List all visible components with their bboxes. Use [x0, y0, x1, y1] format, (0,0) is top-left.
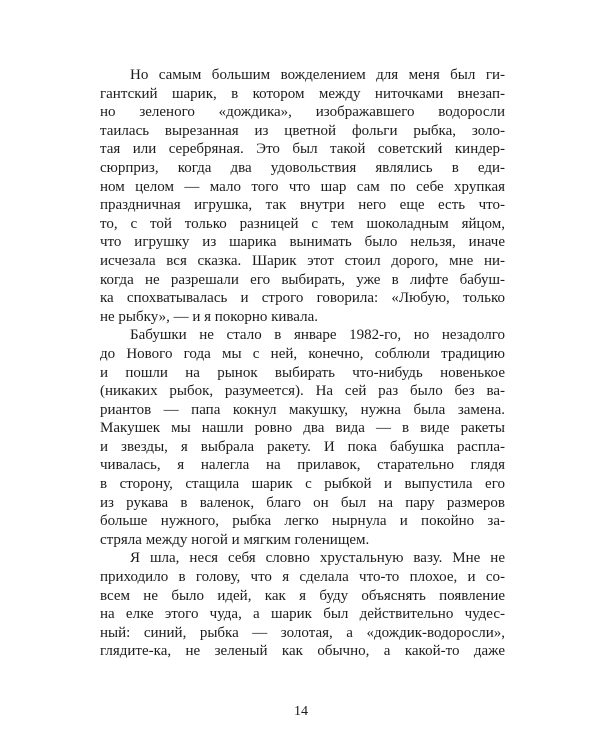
text-line: (никаких рыбок, разумеется). На сей раз было без ва-	[100, 383, 505, 400]
text-line: Я шла, неся себя словно хрустальную вазу. Мне не	[130, 550, 505, 567]
text-line: Но самым большим вожделением для меня был ги-	[130, 67, 505, 83]
text-line: стряла между ногой и мягким голенищем.	[100, 531, 370, 548]
text-line: больше нужного, рыбка легко нырнула и покойно за-	[100, 513, 505, 530]
text-line: и звезды, я выбрала ракету. И пока бабушка распла-	[100, 438, 505, 455]
text-line: на елке этого чуда, а шарик был действительно чудес-	[100, 606, 505, 623]
text-line: ном целом — мало того что шар сам по себе хрупкая	[100, 178, 505, 195]
text-line: но зеленого «дождика», изображавшего водоросли	[100, 104, 505, 121]
text-line: и пошли на рынок выбирать что-нибудь новенькое	[100, 364, 505, 381]
text-line: то, с той только разницей с тем шоколадным яйцом,	[100, 215, 505, 232]
text-line: Макушек мы нашли ровно два вида — в виде ракеты	[100, 420, 505, 437]
text-line: всем не было идей, как я буду объяснять появление	[100, 587, 505, 604]
text-line: в сторону, стащила шарик с рыбкой и выпустила его	[100, 476, 505, 493]
text-line: приходило в голову, что я сделала что-то плохое, и со-	[100, 569, 505, 586]
text-line: исчезала вся сказка. Шарик этот стоил дорого, мне ни-	[100, 252, 505, 269]
text-line: гантский шарик, в котором между ниточками внезап-	[100, 85, 505, 102]
text-line: таилась вырезанная из цветной фольги рыбка, золо-	[100, 122, 505, 139]
paragraph	[100, 326, 505, 549]
text-line: когда не разрешали его выбирать, уже в лифте бабуш-	[100, 271, 505, 288]
text-line: что игрушку из шарика вынимать было нельзя, иначе	[100, 234, 505, 251]
text-line: до Нового года мы с ней, конечно, соблюли традицию	[100, 345, 505, 362]
text-line: сюрприз, когда два удовольствия являлись в еди-	[100, 159, 505, 176]
paragraph	[100, 66, 505, 326]
page-body-text	[100, 66, 505, 661]
paragraph	[100, 549, 505, 661]
text-line: праздничная игрушка, так внутри него еще есть что-	[100, 197, 505, 214]
text-line: риантов — папа кокнул макушку, нужна была замена.	[100, 401, 505, 418]
text-line: тая или серебряная. Это был такой советский киндер-	[100, 141, 505, 158]
text-line: глядите-ка, не зеленый как обычно, а какой-то даже	[100, 643, 505, 660]
text-line: ка спохватывалась и строго говорила: «Любую, только	[100, 290, 505, 307]
text-line: не рыбку», — и я покорно кивала.	[100, 308, 318, 325]
page-number: 14	[294, 704, 308, 719]
text-line: из рукава в валенок, благо он был на пару размеров	[100, 494, 505, 511]
text-line: Бабушки не стало в январе 1982-го, но незадолго	[130, 327, 505, 344]
text-line: чивалась, я налегла на прилавок, старательно глядя	[100, 457, 505, 474]
text-line: ный: синий, рыбка — золотая, а «дождик-водоросли»,	[100, 624, 505, 641]
